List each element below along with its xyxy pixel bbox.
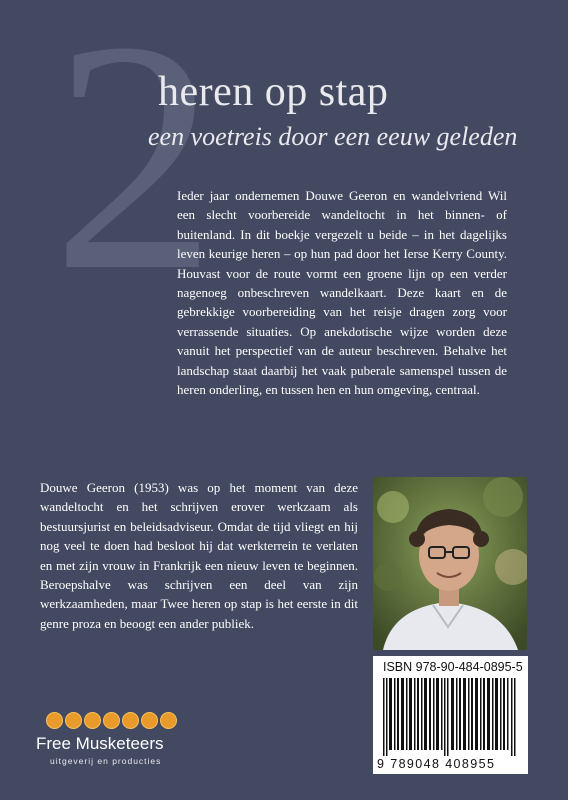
isbn-number: ISBN 978-90-484-0895-5 — [383, 660, 523, 674]
book-subtitle: een voetreis door een eeuw geleden — [148, 122, 518, 151]
author-portrait-image — [373, 477, 527, 650]
musketeer-icon — [141, 712, 158, 729]
cover-numeral: 2 — [52, 0, 217, 339]
musketeer-icon — [103, 712, 120, 729]
musketeer-icon — [122, 712, 139, 729]
author-photo — [373, 477, 527, 650]
musketeer-icon — [160, 712, 177, 729]
isbn-barcode-label — [373, 656, 528, 774]
musketeer-icon — [46, 712, 63, 729]
musketeer-icon — [65, 712, 82, 729]
publisher-tagline: uitgeverij en producties — [50, 756, 162, 766]
publisher-name: Free Musketeers — [36, 734, 164, 753]
publisher-logo — [36, 712, 206, 772]
barcode-icon — [383, 678, 518, 756]
book-title: heren op stap — [158, 69, 389, 115]
musketeer-icon — [84, 712, 101, 729]
author-bio: Douwe Geeron (1953) was op het moment van deze wandeltocht en het schrijven erover werkzaam als bestuursjurist en beleidsadviseur. Omdat de tijd vliegt en hij nog veel te doen had besloot hij dat werkterrein te verlaten en met zijn vrouw in Frankrijk een nieuw leven te beginnen. Beroepshalve was schrijven een deel van zijn werkzaamheden, maar Twee heren op stap is het eerste in dit genre proza en beoogt een ander publiek. — [40, 480, 358, 631]
back-cover-blurb: Ieder jaar ondernemen Douwe Geeron en wandelvriend Wil een slecht voorbereide wandeltocht in het binnen- of buitenland. In dit boekje vergezelt u beide – in het dagelijks leven keurige heren – op hun pad door het Ierse Kerry County. Houvast voor de route vormt een groene lijn op een verder nagenoeg onbeschreven wandelkaart. Deze kaart en de gebrekkige voorbereiding van het reisje dragen zorg voor verrassende situaties. Op anekdotische wijze worden deze vanuit het perspectief van de auteur beschreven. Behalve het landschap staat daarbij het vaak puberale samenspel tussen de heren onderling, en tussen hen en hun omgeving, centraal. — [177, 188, 507, 398]
publisher-emblem-icon — [46, 712, 177, 729]
barcode-number: 9 789048 408955 — [377, 757, 496, 771]
